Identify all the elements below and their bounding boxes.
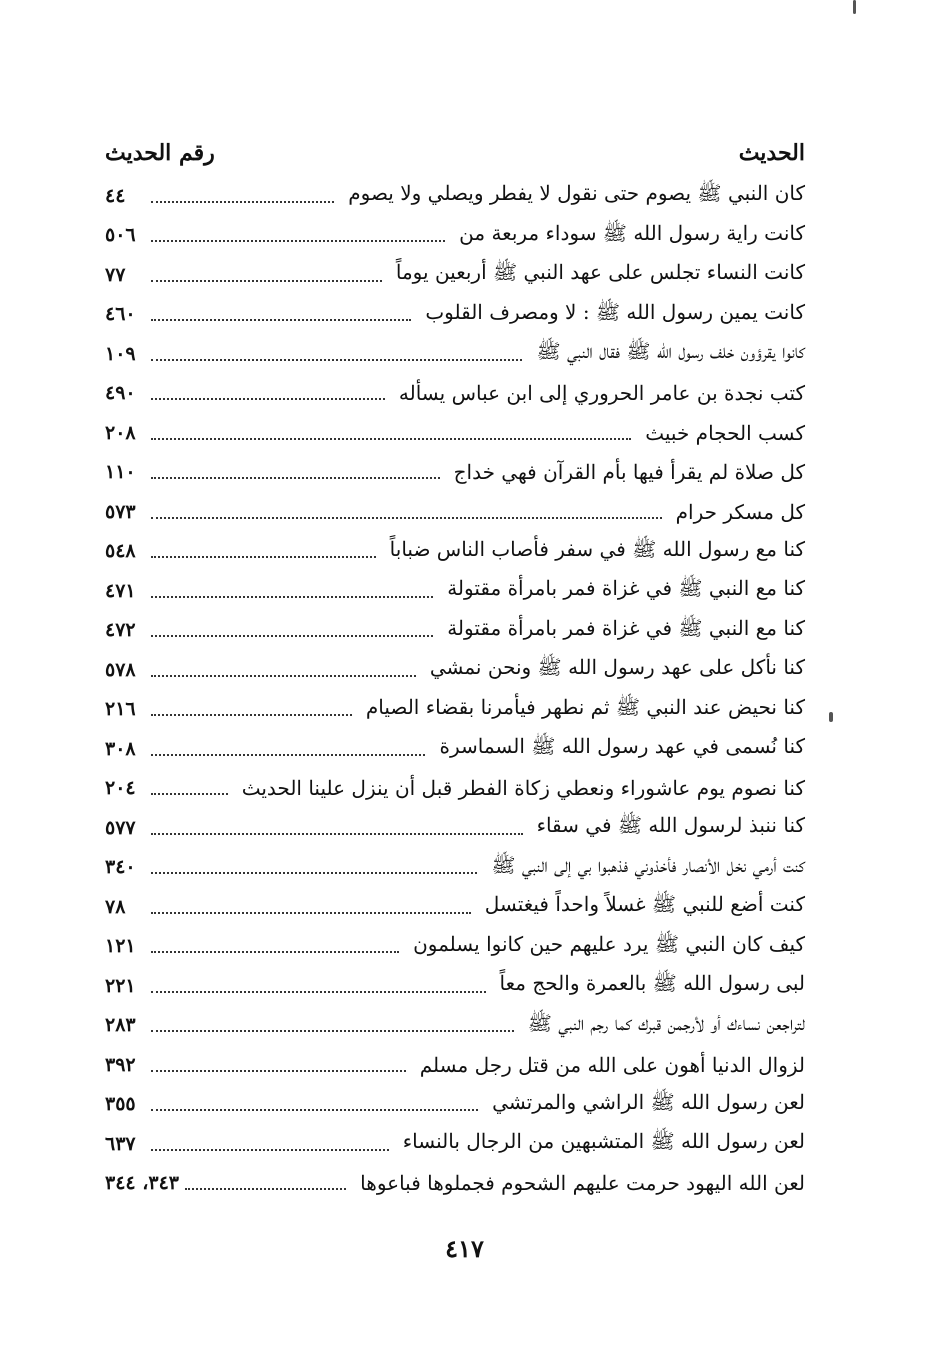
dot-leader (151, 991, 486, 993)
dot-leader (151, 1070, 406, 1072)
hadith-text: كان النبي ﷺ يصوم حتى نقول لا يفطر ويصلي ولا يصوم (348, 181, 805, 206)
hadith-number: ٧٨ (105, 895, 126, 918)
list-item (105, 769, 805, 809)
hadith-index-list (105, 176, 805, 1203)
hadith-text: كنا نحيض عند النبي ﷺ ثم نطهر فيأمرنا بقضاء الصيام (365, 694, 805, 719)
hadith-text: كل مسكر حرام (675, 499, 805, 524)
hadith-number: ٧٧ (105, 263, 126, 286)
hadith-number: ٣٩٢ (105, 1053, 136, 1076)
hadith-text: كنا نُسمى في عهد رسول الله ﷺ السماسرة (439, 734, 805, 759)
hadith-number: ٥٧٧ (105, 816, 136, 839)
dot-leader (151, 359, 522, 361)
list-item (105, 848, 805, 888)
dot-leader (185, 1188, 346, 1190)
list-item (105, 729, 805, 769)
page-number: ٤١٧ (445, 1234, 484, 1263)
header-hadith-label: الحديث (738, 140, 805, 166)
hadith-text: كنا نأكل على عهد رسول الله ﷺ ونحن نمشي (429, 655, 805, 680)
hadith-number: ٤٧١ (105, 579, 136, 602)
dot-leader (151, 833, 523, 835)
list-item (105, 927, 805, 967)
hadith-text: كنت أرمي نخل الأنصار فأخذوني فذهبوا بي إلى النبي ﷺ (491, 852, 805, 877)
hadith-text: كيف كان النبي ﷺ يرد عليهم حين كانوا يسلمون (413, 931, 805, 956)
dot-leader (151, 477, 440, 479)
hadith-text: كانت النساء تجلس على عهد النبي ﷺ أربعين يوماً (395, 260, 805, 285)
dot-leader (151, 872, 477, 874)
list-item (105, 571, 805, 611)
hadith-number: ٥٤٨ (105, 540, 136, 563)
hadith-number: ٤٩٠ (105, 382, 136, 405)
hadith-number: ٢١٦ (105, 698, 136, 721)
list-item (105, 255, 805, 295)
hadith-text: كنت أضع للنبي ﷺ غسلاً واحداً فيغتسل (484, 892, 805, 917)
hadith-number: ١٠٩ (105, 342, 136, 365)
hadith-number: ٥٧٨ (105, 658, 136, 681)
list-item (105, 887, 805, 927)
list-item (105, 1164, 805, 1204)
dot-leader (151, 912, 471, 914)
dot-leader (151, 635, 433, 637)
list-item (105, 453, 805, 493)
hadith-text: لعن رسول الله ﷺ المتشبهين من الرجال بالنساء (402, 1129, 805, 1154)
hadith-text: لبى رسول الله ﷺ بالعمرة والحج معاً (499, 971, 805, 996)
hadith-text: كتب نجدة بن عامر الحروري إلى ابن عباس يسأله (398, 381, 805, 406)
list-item (105, 690, 805, 730)
list-item (105, 492, 805, 532)
list-item (105, 1006, 805, 1046)
dot-leader (151, 596, 433, 598)
hadith-text: لعن الله اليهود حرمت عليهم الشحوم فجملوها فباعوها (360, 1171, 805, 1196)
hadith-text: كنا مع رسول الله ﷺ في سفر فأصاب الناس ضباباً (389, 536, 805, 561)
hadith-number: ٣٠٨ (105, 737, 136, 760)
dot-leader (151, 675, 416, 677)
list-item (105, 176, 805, 216)
dot-leader (151, 714, 352, 716)
list-item (105, 966, 805, 1006)
dot-leader (151, 517, 662, 519)
hadith-text: كنا مع النبي ﷺ في غزاة فمر بامرأة مقتولة (447, 615, 805, 640)
hadith-number: ٣٤٠ (105, 856, 136, 879)
hadith-text: كانوا يقرؤون خلف رسول الله ﷺ فقال النبي ﷺ (536, 339, 805, 364)
hadith-text: كنا ننبذ لرسول الله ﷺ في سقاء (536, 813, 805, 838)
list-item (105, 808, 805, 848)
dot-leader (151, 240, 445, 242)
hadith-number: ٢٢١ (105, 974, 136, 997)
dot-leader (151, 280, 382, 282)
dot-leader (151, 951, 399, 953)
dot-leader (151, 754, 425, 756)
dot-leader (151, 556, 376, 558)
hadith-number: ٣٥٥ (105, 1093, 136, 1116)
dot-leader (151, 319, 411, 321)
hadith-text: لزوال الدنيا أهون على الله من قتل رجل مسلم (419, 1052, 805, 1077)
hadith-number: ٥٠٦ (105, 224, 136, 247)
dot-leader (151, 1109, 478, 1111)
hadith-text: لعن رسول الله ﷺ الراشي والمرتشي (492, 1089, 805, 1114)
hadith-number: ٦٣٧ (105, 1132, 136, 1155)
dot-leader (151, 1030, 514, 1032)
hadith-text: كسب الحجام خبيث (645, 420, 805, 445)
dot-leader (151, 793, 228, 795)
hadith-number: ١١٠ (105, 461, 136, 484)
hadith-text: كنا نصوم يوم عاشوراء ونعطي زكاة الفطر قبل أن ينزل علينا الحديث (241, 776, 805, 801)
list-item (105, 1124, 805, 1164)
list-item (105, 1085, 805, 1125)
list-item (105, 295, 805, 335)
list-item (105, 334, 805, 374)
hadith-number: ٥٧٣ (105, 500, 136, 523)
hadith-number: ٤٤ (105, 184, 126, 207)
dot-leader (151, 398, 385, 400)
hadith-number: ٤٦٠ (105, 303, 136, 326)
scan-speck (829, 712, 833, 722)
list-item (105, 413, 805, 453)
hadith-number: ٤٧٢ (105, 619, 136, 642)
hadith-text: كانت يمين رسول الله ﷺ : لا ومصرف القلوب (425, 299, 805, 324)
table-header (105, 140, 805, 174)
scan-speck (853, 0, 856, 14)
list-item (105, 1045, 805, 1085)
hadith-text: كل صلاة لم يقرأ فيها بأم القرآن فهي خداج (453, 460, 805, 485)
hadith-text: كنا مع النبي ﷺ في غزاة فمر بامرأة مقتولة (447, 576, 805, 601)
dot-leader (151, 438, 631, 440)
hadith-number: ٢٨٣ (105, 1014, 136, 1037)
list-item (105, 650, 805, 690)
dot-leader (151, 1149, 389, 1151)
dot-leader (151, 201, 334, 203)
list-item (105, 216, 805, 256)
header-number-label: رقم الحديث (105, 140, 215, 166)
list-item (105, 611, 805, 651)
hadith-number: ٣٤٣، ٣٤٤ (105, 1172, 179, 1195)
hadith-number: ٢٠٨ (105, 421, 136, 444)
hadith-number: ١٢١ (105, 935, 136, 958)
hadith-number: ٢٠٤ (105, 777, 136, 800)
list-item (105, 374, 805, 414)
hadith-text: كانت راية رسول الله ﷺ سوداء مربعة من (459, 220, 805, 245)
hadith-text: لتراجعن نساءك أو لأرجمن قبرك كما رجم النبي ﷺ (527, 1010, 805, 1035)
list-item (105, 532, 805, 572)
